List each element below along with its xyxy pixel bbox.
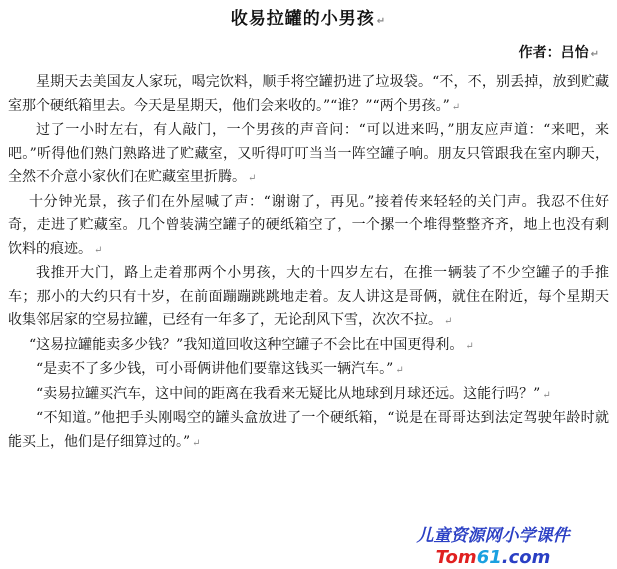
paragraph-text: 过了一小时左右，有人敲门，一个男孩的声音问：“可以进来吗，”朋友应声道：“来吧，来吧。”听得他们熟门熟路进了贮藏室，又听得叮叮当当一阵空罐子响。朋友只管跟我在室内聊天，全然不介意小家伙们在贮藏室里折腾。 (8, 122, 609, 185)
paragraph-mark-icon: ↵ (395, 365, 404, 376)
watermark-61: 61 (476, 547, 502, 567)
paragraph-mark-icon: ↵ (376, 16, 387, 27)
paragraph-mark-icon: ↵ (94, 244, 103, 256)
watermark-line1: 儿童资源网小学课件 (416, 526, 570, 546)
paragraph-mark-icon: ↵ (248, 173, 257, 184)
watermark-line2 (436, 547, 551, 567)
title-text: 收易拉罐的小男孩 (230, 9, 375, 29)
paragraph (8, 358, 609, 383)
paragraph-mark-icon: ↵ (451, 101, 461, 113)
author-text: 作者：吕怡 (518, 45, 589, 61)
paragraph-text: “是卖不了多少钱，可小哥俩讲他们要靠这钱买一辆汽车。” (36, 361, 394, 377)
paragraph (8, 262, 609, 334)
paragraph-text: 星期天去美国友人家玩，喝完饮料，顺手将空罐扔进了垃圾袋。“不，不，别丢掉，放到贮藏室那个硬纸箱里去。今天是星期天，他们会来收的。”“谁？”“两个男孩。” (8, 74, 609, 114)
paragraph (8, 191, 609, 263)
paragraph-mark-icon: ↵ (590, 49, 599, 60)
paragraph-text: 十分钟光景，孩子们在外屋喊了声：“谢谢了，再见。”接着传来轻轻的关门声。我忍不住好奇，走进了贮藏室。几个曾装满空罐子的硬纸箱空了，一个摞一个堆得整整齐齐，地上也没有剩饮料的痕迹。 (8, 193, 609, 257)
author-line (8, 41, 599, 67)
paragraph-mark-icon: ↵ (192, 437, 201, 449)
paragraph (8, 71, 609, 119)
paragraph (8, 119, 609, 191)
paragraph-text: “卖易拉罐买汽车，这中间的距离在我看来无疑比从地球到月球还远。这能行吗？” (36, 385, 541, 402)
watermark-com: .com (501, 547, 551, 567)
site-watermark-logo (373, 523, 613, 567)
paragraph-mark-icon: ↵ (444, 316, 453, 327)
paragraph-mark-icon: ↵ (542, 389, 551, 401)
paragraph-text: “这易拉罐能卖多少钱？”我知道回收这种空罐子不会比在中国更得利。 (29, 336, 464, 353)
document-title (8, 6, 609, 35)
watermark-tom: Tom (435, 547, 477, 567)
paragraph (8, 383, 609, 408)
paragraph-mark-icon: ↵ (465, 340, 474, 352)
paragraph (8, 407, 609, 455)
paragraph (8, 334, 609, 359)
paragraph-text: 我推开大门，路上走着那两个小男孩，大的十四岁左右，在推一辆装了不少空罐子的手推车；那小的大约只有十岁，在前面蹦蹦跳跳地走着。友人讲这是哥俩，就住在附近，每个星期天收集邻居家的空易拉罐，已经有一年多了，无论刮风下雪，次次不拉。 (8, 265, 609, 328)
paragraph-text: “不知道。”他把手头刚喝空的罐头盒放进了一个硬纸箱，“说是在哥哥达到法定驾驶年龄时就能买上，他们是仔细算过的。” (8, 410, 609, 450)
